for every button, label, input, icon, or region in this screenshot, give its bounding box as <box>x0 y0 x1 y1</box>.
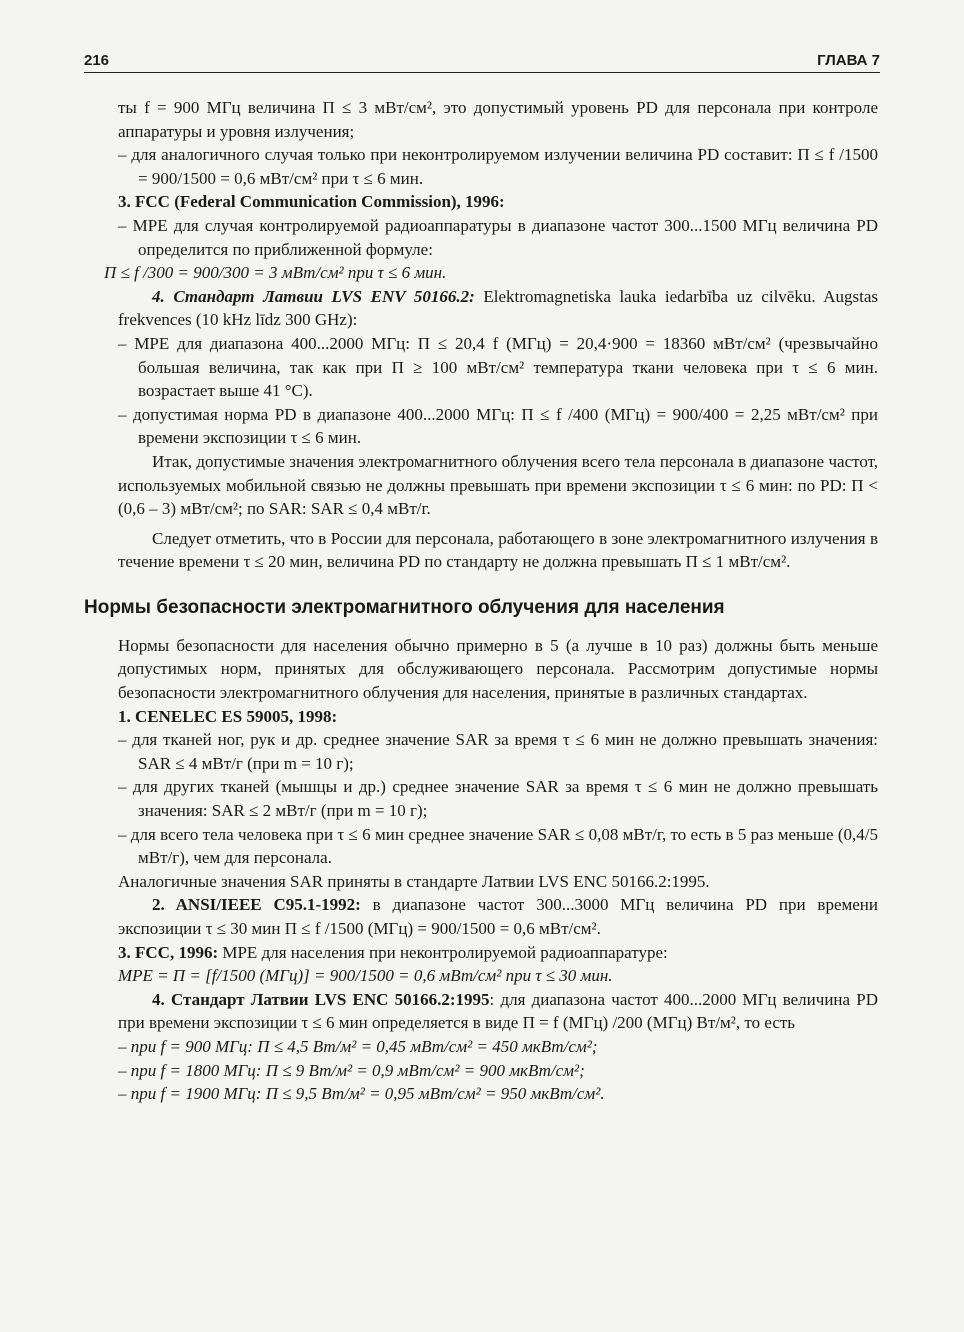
list-item: – допустимая норма PD в диапазоне 400...2000 МГц: П ≤ f /400 (МГц) = 900/400 = 2,25 мВт/см² при времени экспозиции τ ≤ 6 мин. <box>118 404 878 448</box>
text-line <box>118 941 878 965</box>
standard-name: 3. FCC, 1996: <box>118 942 219 962</box>
list-item: – при f = 1800 МГц: П ≤ 9 Вт/м² = 0,9 мВт/см² = 900 мкВт/см²; <box>118 1060 585 1080</box>
list-item: – для аналогичного случая только при неконтролируемом излучении величина PD составит: П ≤ f /1500 = 900/1500 = 0,6 мВт/см² при τ ≤ 6 мин. <box>118 145 878 188</box>
text-line <box>118 988 878 1035</box>
text-line <box>118 285 878 332</box>
page-body <box>84 96 879 1106</box>
list-item: – для других тканей (мышцы и др.) среднее значение SAR за время τ ≤ 6 мин не должно превышать значения: SAR ≤ 2 мВт/г (при m = 10 г); <box>118 777 878 821</box>
standard-name: 4. Стандарт Латвии LVS ENC 50166.2:1995 <box>152 989 490 1009</box>
list-item: – MPE для диапазона 400...2000 МГц: П ≤ 20,4 f (МГц) = 20,4·900 = 18360 мВт/см² (чрезвычайно большая величина, так как при П ≥ 100 мВт/см² температура ткани человека при τ ≤ 6 мин. возрастает выше 41 °С). <box>118 333 878 401</box>
text-line: Аналогичные значения SAR приняты в стандарте Латвии LVS ENC 50166.2:1995. <box>118 871 710 891</box>
standard-name: 4. Стандарт Латвии LVS ENV 50166.2: <box>152 286 475 306</box>
text-line <box>118 893 878 940</box>
list-heading: 1. CENELEC ES 59005, 1998: <box>118 706 338 726</box>
chapter-title: ГЛАВА 7 <box>817 52 880 69</box>
list-item: – при f = 900 МГц: П ≤ 4,5 Вт/м² = 0,45 мВт/см² = 450 мкВт/см²; <box>118 1036 598 1056</box>
list-item: – для всего тела человека при τ ≤ 6 мин среднее значение SAR ≤ 0,08 мВт/г, то есть в 5 раз меньше (0,4/5 мВт/г), чем для персонала. <box>118 824 878 868</box>
standard-desc: MPE для населения при неконтролируемой радиоаппаратуре: <box>218 942 668 962</box>
formula-line: П ≤ f /300 = 900/300 = 3 мВт/см² при τ ≤ 6 мин. <box>104 263 447 283</box>
standard-desc: : для диапазона частот 400...2000 МГц величина PD при времени экспозиции τ ≤ 6 мин определяется в виде П = f (МГц) /200 (МГц) Вт/м², то есть <box>118 989 878 1033</box>
list-heading: 3. FCC (Federal Communication Commission), 1996: <box>118 192 505 212</box>
paragraph: Нормы безопасности для населения обычно примерно в 5 (а лучше в 10 раз) должны быть меньше допустимых норм, принятых для обслуживающего персонала. Рассмотрим допустимые нормы безопасности электромагнитного облучения для населения, принятые в различных стандартах. <box>118 635 878 703</box>
page-number: 216 <box>84 52 110 69</box>
text-line: ты f = 900 МГц величина П ≤ 3 мВт/см², это допустимый уровень PD для персонала при контроле аппаратуры и уровня излучения; <box>118 98 878 141</box>
standard-name: 2. ANSI/IEEE C95.1-1992: <box>152 895 361 915</box>
standard-desc: в диапазоне частот 300...3000 МГц величина PD при времени экспозиции τ ≤ 30 мин П ≤ f /1500 (МГц) = 900/1500 = 0,6 мВт/см². <box>118 895 878 938</box>
list-item: – для тканей ног, рук и др. среднее значение SAR за время τ ≤ 6 мин не должно превышать значения: SAR ≤ 4 мВт/г (при m = 10 г); <box>118 730 878 773</box>
formula-line: MPE = П = [f/1500 (МГц)] = 900/1500 = 0,6 мВт/см² при τ ≤ 30 мин. <box>118 966 613 986</box>
list-item: – при f = 1900 МГц: П ≤ 9,5 Вт/м² = 0,95 мВт/см² = 950 мкВт/см². <box>118 1084 605 1104</box>
list-item: – MPE для случая контролируемой радиоаппаратуры в диапазоне частот 300...1500 МГц величина PD определится по приближенной формуле: <box>118 215 878 259</box>
paragraph: Следует отметить, что в России для персонала, работающего в зоне электромагнитного излучения в течение времени τ ≤ 20 мин, величина PD по стандарту не должна превышать П ≤ 1 мВт/см². <box>118 528 878 572</box>
section-title: Нормы безопасности электромагнитного облучения для населения <box>84 596 725 618</box>
paragraph: Итак, допустимые значения электромагнитного облучения всего тела персонала в диапазоне частот, используемых мобильной связью не должны превышать при времени экспозиции τ ≤ 6 мин: по PD: П < (0,6 – 3) мВт/см²; по SAR: SAR ≤ 0,4 мВт/г. <box>118 451 878 519</box>
standard-desc: Elektromagnetiska lauka iedarbība uz cilvēku. Augstas frekvences (10 kHz līdz 300 GHz): <box>118 286 879 330</box>
page-header <box>84 50 880 73</box>
